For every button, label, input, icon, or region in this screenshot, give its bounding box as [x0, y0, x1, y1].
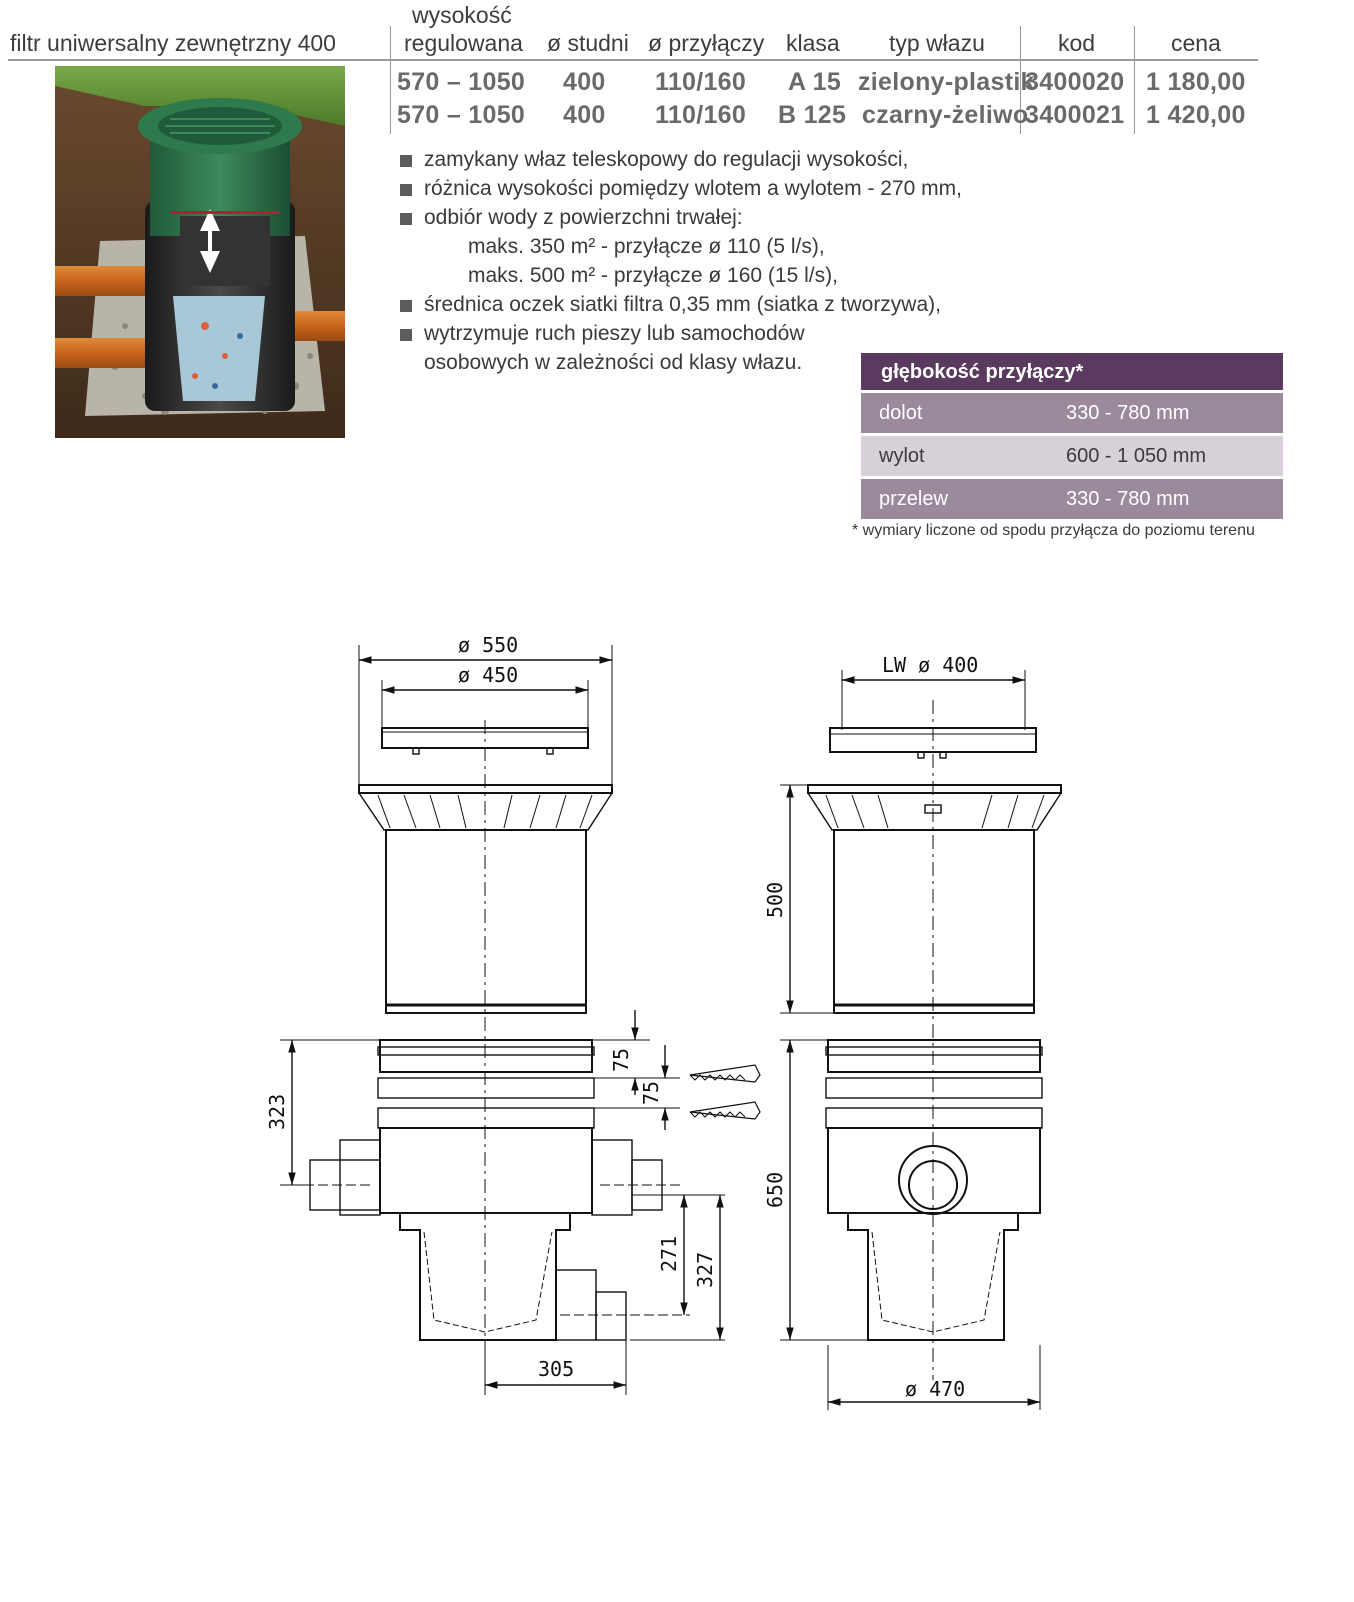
header-hatch-type: typ włazu	[889, 30, 985, 56]
cell-conn: 110/160	[655, 101, 747, 129]
dim-lw-diameter: LW ø 400	[882, 653, 979, 677]
cell-hatch: zielony-plastik	[858, 68, 1035, 96]
bullet-square	[400, 155, 412, 167]
feature-item-continued: osobowych w zależności od klasy włazu.	[424, 351, 803, 374]
dim-75-lower: 75	[639, 1080, 663, 1105]
bullet-square	[400, 329, 412, 341]
depth-label: wylot	[879, 445, 925, 467]
dim-271: 271	[657, 1235, 681, 1272]
cell-well: 400	[563, 101, 606, 129]
depth-footnote: * wymiary liczone od spodu przyłącza do poziomu terenu	[852, 522, 1255, 539]
cell-conn: 110/160	[655, 68, 747, 96]
depth-value: 330 - 780 mm	[1066, 488, 1190, 510]
dim-500: 500	[763, 881, 787, 918]
header-class: klasa	[786, 30, 840, 56]
cell-class: B 125	[778, 101, 847, 129]
cell-code: 3400021	[1025, 101, 1125, 129]
depth-value: 600 - 1 050 mm	[1066, 445, 1207, 467]
dim-305: 305	[538, 1357, 575, 1381]
dim-75-upper: 75	[609, 1047, 633, 1072]
depth-table-row	[861, 436, 1283, 476]
cell-class: A 15	[788, 68, 842, 96]
dim-650: 650	[763, 1171, 787, 1208]
header-code: kod	[1058, 30, 1096, 56]
bullet-square	[400, 213, 412, 225]
feature-item: odbiór wody z powierzchni trwałej:	[424, 206, 743, 229]
depth-value: 330 - 780 mm	[1066, 402, 1190, 424]
depth-table-row	[861, 479, 1283, 519]
cell-code: 3400020	[1025, 68, 1125, 96]
feature-item: zamykany właz teleskopowy do regulacji wysokości,	[424, 148, 909, 171]
bullet-square	[400, 184, 412, 196]
right-elevation-view	[780, 670, 1061, 1410]
cell-hatch: czarny-żeliwo	[862, 101, 1029, 129]
depth-label: przelew	[879, 488, 948, 510]
cell-price: 1 420,00	[1146, 101, 1246, 129]
dim-327: 327	[693, 1251, 717, 1288]
header-height-line2: regulowana	[404, 30, 523, 56]
bullet-square	[400, 300, 412, 312]
dim-470: ø 470	[905, 1377, 966, 1401]
header-height-line1: wysokość	[412, 2, 512, 28]
cell-height: 570 – 1050	[397, 68, 526, 96]
feature-subitem: maks. 500 m² - przyłącze ø 160 (15 l/s),	[468, 264, 838, 287]
feature-item: wytrzymuje ruch pieszy lub samochodów	[424, 322, 805, 345]
dim-inner-diameter: ø 450	[458, 663, 519, 687]
depth-table-row	[861, 393, 1283, 433]
technical-drawing	[0, 600, 1354, 1420]
table-header-divider	[8, 59, 1258, 61]
product-title: filtr uniwersalny zewnętrzny 400	[10, 30, 336, 56]
left-elevation-view	[280, 645, 760, 1395]
depth-table-title: głębokość przyłączy*	[881, 361, 1084, 383]
header-price: cena	[1171, 30, 1221, 56]
cell-well: 400	[563, 68, 606, 96]
feature-subitem: maks. 350 m² - przyłącze ø 110 (5 l/s),	[468, 235, 825, 258]
feature-item: średnica oczek siatki filtra 0,35 mm (siatka z tworzywa),	[424, 293, 941, 316]
cell-price: 1 180,00	[1146, 68, 1246, 96]
header-well-diameter: ø studni	[547, 30, 629, 56]
table-vdivider-3	[1134, 26, 1135, 134]
product-cutaway-illustration	[55, 66, 345, 438]
depth-label: dolot	[879, 402, 923, 424]
depth-table-header	[861, 353, 1283, 390]
table-vdivider-1	[390, 26, 391, 134]
header-connection-diameter: ø przyłączy	[648, 30, 765, 56]
feature-item: różnica wysokości pomiędzy wlotem a wylotem - 270 mm,	[424, 177, 963, 200]
cell-height: 570 – 1050	[397, 101, 526, 129]
dim-323: 323	[265, 1093, 289, 1130]
dim-outer-diameter: ø 550	[458, 633, 519, 657]
